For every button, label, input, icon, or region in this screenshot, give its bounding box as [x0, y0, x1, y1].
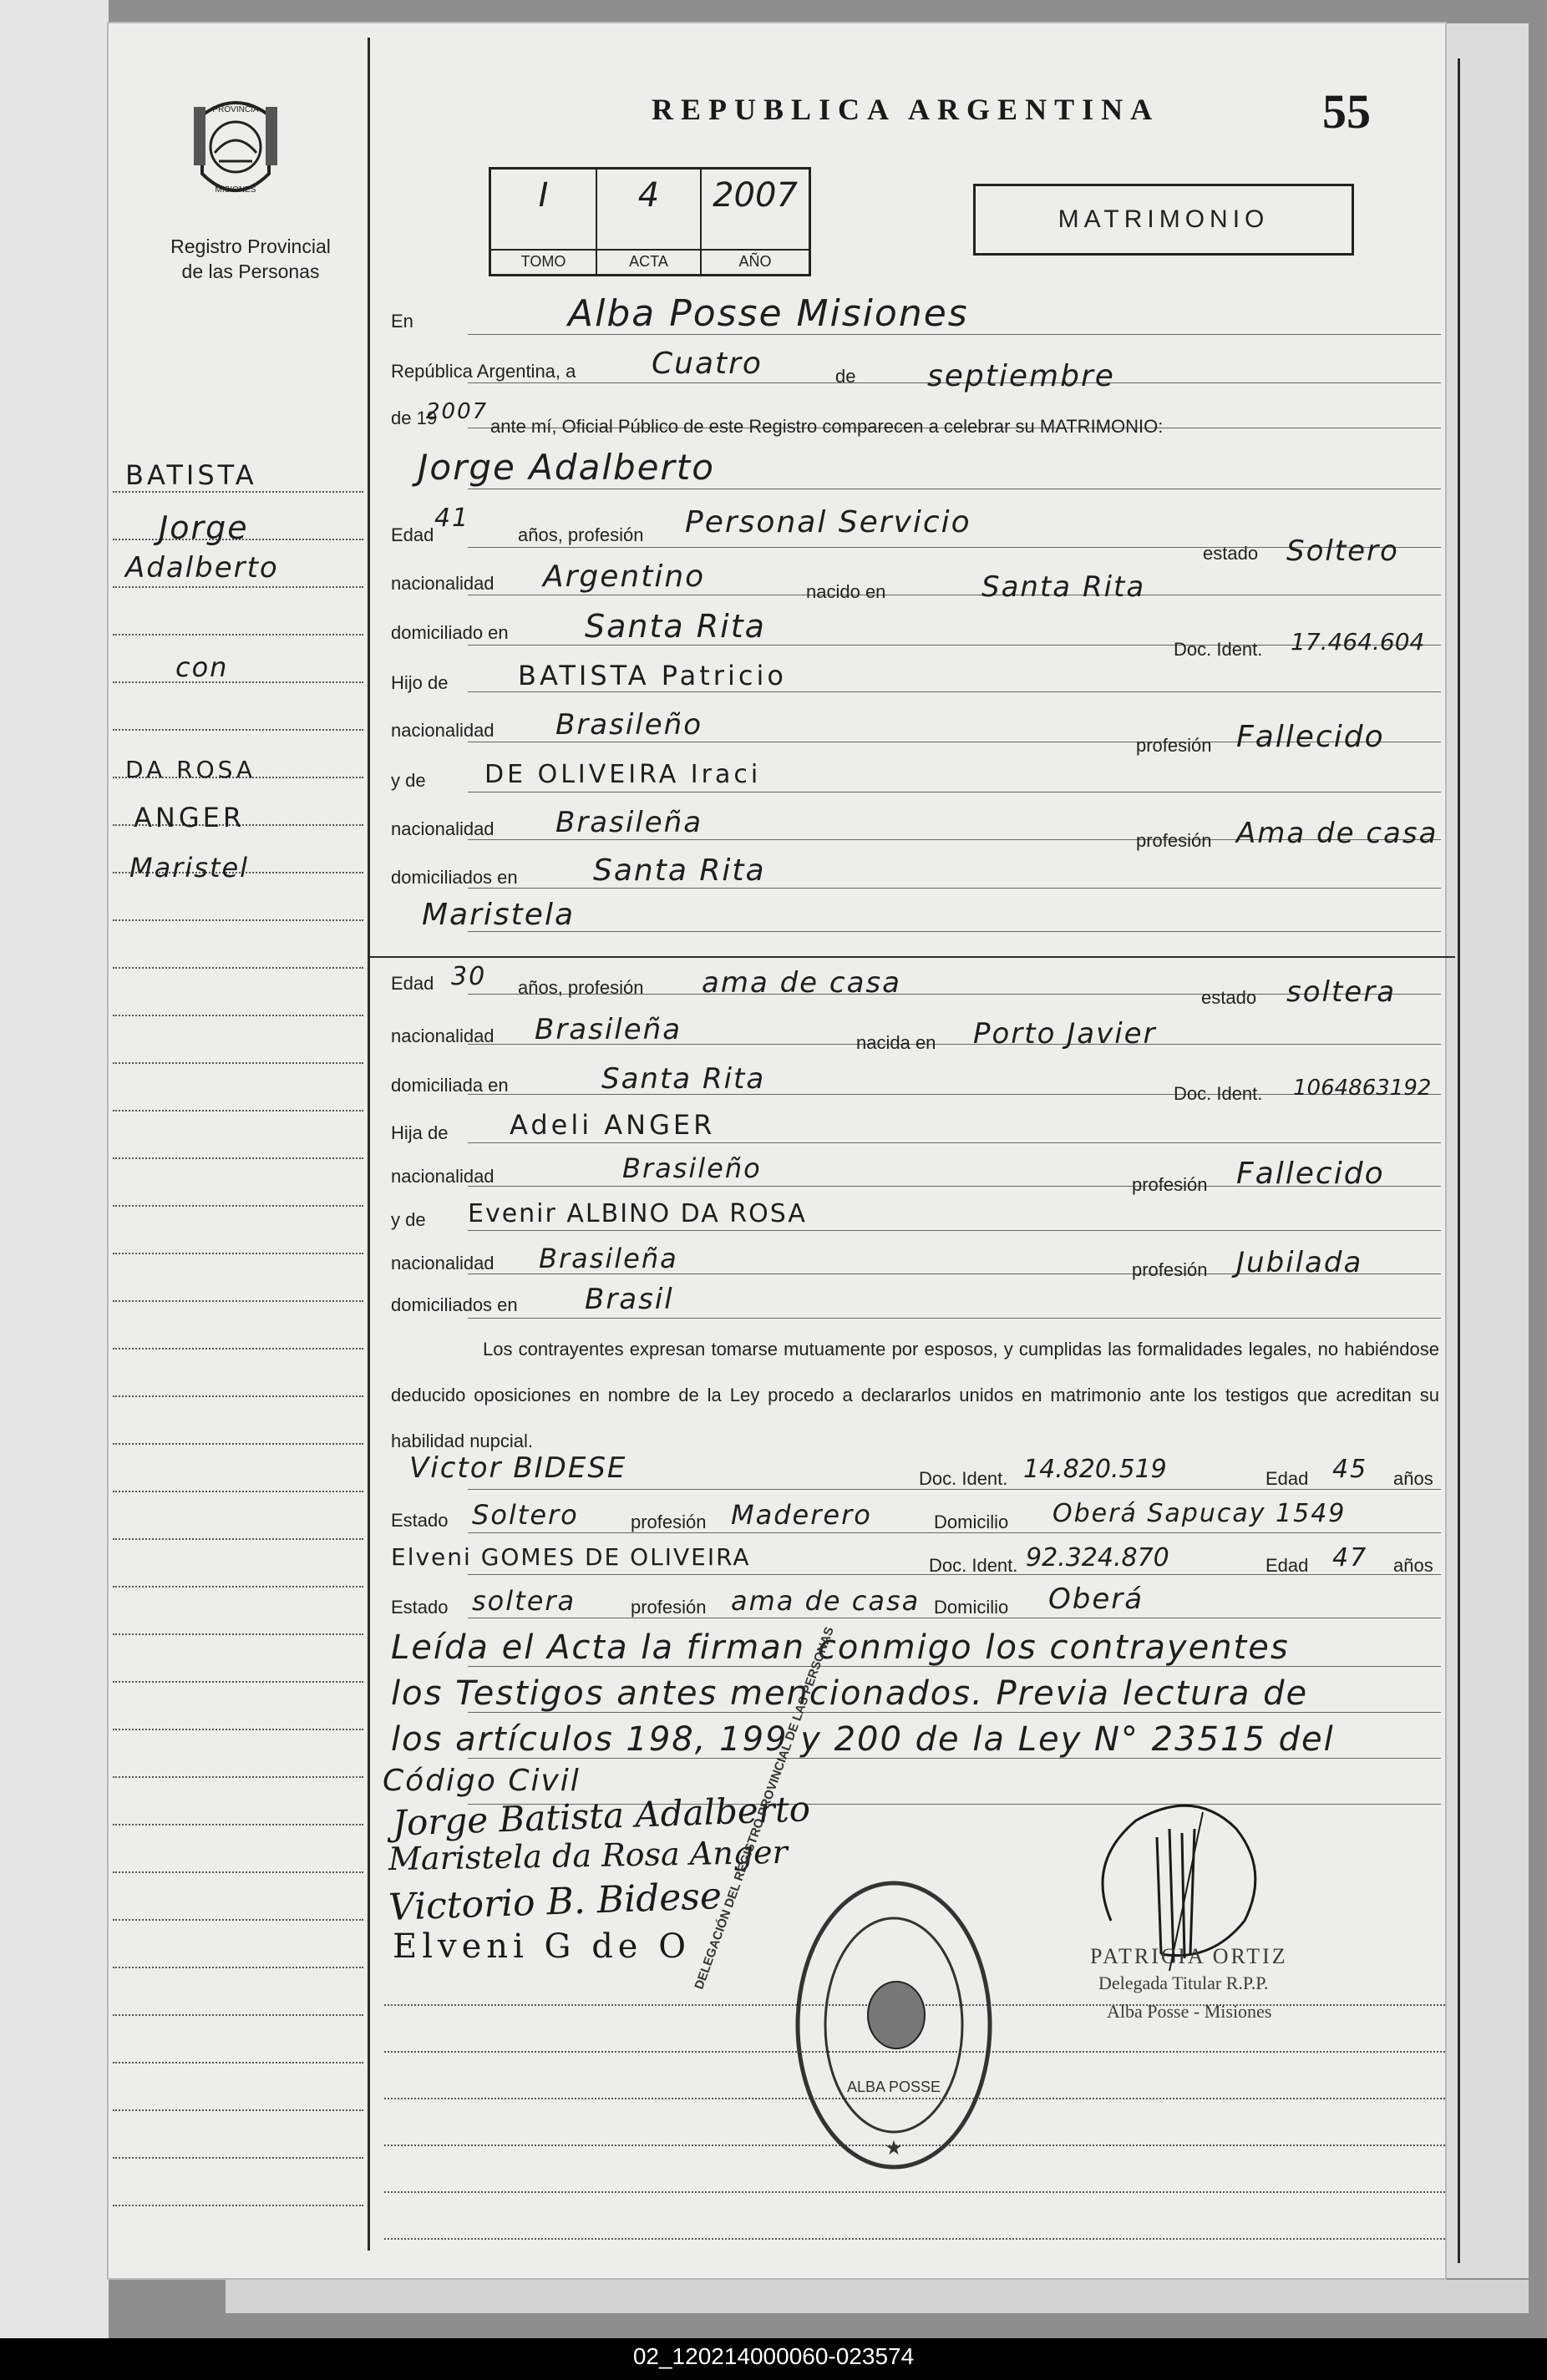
groom-edad-label: Edad: [391, 524, 434, 545]
groom-estado: Soltero: [1286, 534, 1399, 568]
groom-dom-label: domiciliado en: [391, 622, 509, 643]
bride-doms-label: domiciliados en: [391, 1294, 518, 1315]
margin-name-first: Jorge: [159, 509, 249, 546]
margin-dotted-line: [113, 1157, 363, 1159]
margin-dotted-line: [113, 1633, 363, 1635]
groom-prof-label: años, profesión: [518, 524, 644, 545]
bride-domicile: Santa Rita: [601, 1062, 766, 1096]
declaration-text: Los contrayentes expresan tomarse mutuamente por esposos, y cumplidas las formalidades legales, no habiéndose deducido oposiciones en nombre de la Ley procedo a declararlos unidos en matrimonio ante los testigos que acreditan su habilidad nupcial.: [391, 1339, 1439, 1451]
groom-name: Jorge Adalberto: [418, 447, 715, 488]
anio-value: 2007: [713, 176, 798, 215]
groom-nac-label: nacionalidad: [391, 573, 495, 594]
margin-dotted-line: [113, 634, 363, 636]
groom-mother-nat-label: nacionalidad: [391, 818, 495, 839]
margin-dotted-line: [113, 1062, 363, 1064]
groom-domicile: Santa Rita: [585, 608, 766, 645]
acta-label: ACTA: [597, 249, 700, 271]
witness2-domicile: Oberá: [1048, 1582, 1144, 1616]
bride-dom-label: domiciliada en: [391, 1075, 509, 1096]
official-place: Alba Posse - Misiones: [1107, 2001, 1272, 2022]
margin-dotted-line: [113, 1967, 363, 1968]
witness2-name: Elveni GOMES DE OLIVEIRA: [391, 1543, 751, 1571]
bride-edad-label: Edad: [391, 973, 434, 994]
republic-label: República Argentina, a: [391, 361, 576, 382]
margin-con: con: [175, 651, 229, 683]
right-rule: [1458, 58, 1460, 2263]
margin-dotted-line: [113, 1491, 363, 1492]
emblem-top-text: PROVINCIA: [212, 105, 259, 114]
signature-groom: Jorge Batista Adalberto: [392, 1788, 811, 1844]
bride-mother: Evenir ALBINO DA ROSA: [468, 1199, 807, 1228]
tomo-label: TOMO: [491, 249, 596, 271]
body-dotted-line: [384, 2191, 1445, 2193]
margin-bride-first: Maristel: [129, 852, 250, 884]
binding-strip: [0, 0, 109, 2380]
bride-doc: 1064863192: [1293, 1076, 1432, 1101]
bride-estado: soltera: [1286, 975, 1397, 1009]
witness2-estado: soltera: [472, 1585, 576, 1617]
groom-estado-label: estado: [1203, 543, 1259, 564]
country-title: REPUBLICA ARGENTINA: [652, 93, 1160, 126]
margin-dotted-line: [113, 681, 363, 683]
witness1-profession: Maderero: [731, 1499, 872, 1531]
groom-doc-label: Doc. Ident.: [1174, 639, 1263, 660]
page-edge-bottom: [226, 2280, 1529, 2313]
margin-dotted-line: [113, 1015, 363, 1016]
margin-bride-surname: DA ROSA: [125, 756, 256, 783]
witness1-estado-label: Estado: [391, 1510, 449, 1531]
bride-father-nat-label: nacionalidad: [391, 1166, 495, 1187]
bride-age: 30: [451, 962, 487, 991]
bride-nacida-label: nacida en: [856, 1032, 936, 1053]
groom-nacido-label: nacido en: [806, 581, 886, 602]
tomo-value: I: [538, 176, 549, 215]
groom-birthplace: Santa Rita: [981, 570, 1146, 604]
margin-dotted-line: [113, 491, 363, 493]
groom-age: 41: [434, 504, 470, 533]
act-type-box: MATRIMONIO: [973, 184, 1354, 256]
year-prefix: de 19: [391, 408, 438, 428]
witness1-edad-label: Edad: [1265, 1468, 1309, 1489]
emblem-bottom-text: MISIONES: [215, 185, 256, 195]
witness2-doc: 92.324.870: [1026, 1543, 1169, 1572]
official-name: PATRICIA ORTIZ: [1090, 1944, 1288, 1968]
footer-id: 02_120214000060-023574: [632, 2343, 915, 2369]
record-box: [489, 167, 811, 276]
margin-dotted-line: [113, 729, 363, 731]
de-label: de: [835, 366, 856, 387]
margin-name-middle: Adalberto: [125, 551, 279, 585]
witness1-dom-label: Domicilio: [934, 1512, 1009, 1532]
svg-text:★: ★: [885, 2136, 903, 2160]
witness2-profession: ama de casa: [731, 1585, 921, 1617]
seal-ring-text: DELEGACIÓN DEL REGISTRO PROVINCIAL DE LAS PERSONAS: [692, 1625, 837, 1992]
witness1-age: 45: [1332, 1455, 1368, 1484]
bride-father-nat: Brasileño: [622, 1152, 762, 1184]
margin-dotted-line: [113, 2014, 363, 2016]
margin-dotted-line: [113, 2109, 363, 2111]
field-rule: [468, 691, 1441, 692]
acta-value: 4: [637, 176, 660, 215]
margin-dotted-line: [113, 2157, 363, 2159]
margin-dotted-line: [113, 1205, 363, 1207]
groom-doms-label: domiciliados en: [391, 867, 518, 888]
closing-line-2: los Testigos antes mencionados. Previa lectura de: [391, 1674, 1309, 1713]
groom-mother-nat: Brasileña: [555, 806, 703, 839]
groom-doc: 17.464.604: [1291, 628, 1425, 656]
page-number: 55: [1322, 84, 1371, 139]
witness2-edad-label: Edad: [1265, 1555, 1309, 1576]
bride-profession: ama de casa: [702, 966, 901, 1000]
witness2-dom-label: Domicilio: [934, 1597, 1009, 1618]
bride-mother-nat: Brasileña: [539, 1243, 678, 1274]
closing-line-4: Código Civil: [383, 1764, 581, 1798]
groom-mother-prof-label: profesión: [1136, 830, 1212, 851]
witness1-name: Victor BIDESE: [409, 1451, 627, 1485]
en-label: En: [391, 311, 413, 332]
witness2-estado-label: Estado: [391, 1597, 449, 1618]
groom-parents-domicile: Santa Rita: [593, 853, 766, 888]
margin-dotted-line: [113, 919, 363, 921]
groom-father-prof-label: profesión: [1136, 735, 1212, 756]
witness1-domicile: Oberá Sapucay 1549: [1052, 1499, 1347, 1528]
anio-label: AÑO: [702, 249, 809, 271]
bride-doc-label: Doc. Ident.: [1174, 1083, 1263, 1104]
field-rule: [468, 1318, 1441, 1319]
bride-estado-label: estado: [1201, 987, 1257, 1008]
field-rule: [468, 888, 1441, 889]
groom-mother-prof: Ama de casa: [1236, 817, 1438, 850]
groom-nationality: Argentino: [543, 560, 706, 594]
misiones-emblem: [185, 90, 286, 215]
section-divider: [369, 956, 1455, 958]
intro-text: ante mí, Oficial Público de este Registro comparecen a celebrar su MATRIMONIO:: [490, 416, 1164, 437]
groom-yde-label: y de: [391, 770, 426, 791]
signature-witness2: Elveni G de O: [393, 1927, 691, 1966]
bride-father-prof-label: profesión: [1132, 1174, 1208, 1195]
groom-father: BATISTA Patricio: [518, 660, 787, 691]
bride-nac-label: nacionalidad: [391, 1025, 495, 1046]
witness1-prof-label: profesión: [631, 1512, 707, 1532]
witness1-anios-label: años: [1393, 1468, 1433, 1489]
groom-father-prof: Fallecido: [1236, 720, 1385, 754]
margin-dotted-line: [113, 1443, 363, 1445]
acta-cell: [596, 170, 700, 274]
signature-bride: Maristela da Rosa Anger: [388, 1833, 789, 1878]
margin-dotted-line: [113, 1395, 363, 1397]
witness2-anios-label: años: [1393, 1555, 1433, 1576]
margin-dotted-line: [113, 2205, 363, 2206]
margin-dotted-line: [113, 1776, 363, 1778]
margin-dotted-line: [113, 1681, 363, 1683]
signature-witness1: Victorio B. Bidese: [388, 1875, 723, 1929]
field-rule: [468, 1230, 1441, 1231]
margin-name-surname: BATISTA: [125, 459, 257, 491]
groom-father-nat-label: nacionalidad: [391, 720, 495, 741]
margin-dotted-line: [113, 1253, 363, 1254]
field-rule: [468, 931, 1441, 932]
bride-name: Maristela: [422, 898, 576, 932]
margin-dotted-line: [113, 1538, 363, 1540]
margin-rule: [368, 38, 370, 2251]
bride-mother-prof: Jubilada: [1236, 1246, 1363, 1279]
margin-dotted-line: [113, 1300, 363, 1302]
margin-dotted-line: [113, 967, 363, 969]
anio-cell: [700, 170, 809, 274]
groom-profession: Personal Servicio: [685, 505, 971, 539]
witness1-doc-label: Doc. Ident.: [919, 1468, 1008, 1489]
bride-yde-label: y de: [391, 1209, 426, 1230]
bride-mother-nat-label: nacionalidad: [391, 1253, 495, 1274]
official-title: Delegada Titular R.P.P.: [1098, 1972, 1269, 1993]
body-dotted-line: [384, 2238, 1445, 2240]
groom-mother: DE OLIVEIRA Iraci: [484, 760, 762, 789]
margin-dotted-line: [113, 586, 363, 588]
registry-name: Registro Provincial de las Personas: [170, 235, 331, 282]
margin-dotted-line: [113, 1110, 363, 1112]
tomo-cell: [491, 170, 596, 274]
witness1-estado: Soltero: [472, 1499, 579, 1531]
witness1-doc: 14.820.519: [1023, 1455, 1167, 1484]
margin-dotted-line: [113, 1348, 363, 1350]
witness2-age: 47: [1332, 1543, 1368, 1572]
margin-dotted-line: [113, 1871, 363, 1873]
field-rule: [468, 1142, 1441, 1143]
day-value: Cuatro: [652, 347, 763, 381]
closing-line-1: Leída el Acta la firman conmigo los contrayentes: [391, 1628, 1290, 1667]
registry-seal: [692, 1625, 998, 2184]
bride-prof-label: años, profesión: [518, 977, 644, 998]
witness2-doc-label: Doc. Ident.: [929, 1555, 1018, 1576]
month-value: septiembre: [927, 359, 1115, 393]
bride-father-prof: Fallecido: [1236, 1157, 1385, 1191]
margin-dotted-line: [113, 1586, 363, 1588]
groom-father-nat: Brasileño: [555, 708, 703, 742]
margin-dotted-line: [113, 1729, 363, 1730]
margin-dotted-line: [113, 2062, 363, 2064]
seal-center-text: ALBA POSSE: [846, 2079, 941, 2095]
year-value: 2007: [426, 399, 489, 424]
margin-dotted-line: [113, 1824, 363, 1826]
bride-mother-prof-label: profesión: [1132, 1259, 1208, 1280]
place-value: Alba Posse Misiones: [568, 292, 969, 335]
groom-hijo-label: Hijo de: [391, 672, 449, 693]
margin-bride-surname2: ANGER: [134, 802, 246, 833]
bride-birthplace: Porto Javier: [973, 1017, 1157, 1051]
bride-parents-domicile: Brasil: [585, 1283, 674, 1316]
witness2-prof-label: profesión: [631, 1597, 707, 1618]
closing-line-3: los artículos 198, 199 y 200 de la Ley N° 23515 del: [391, 1720, 1335, 1759]
margin-dotted-line: [113, 1919, 363, 1921]
bride-nationality: Brasileña: [535, 1013, 682, 1046]
bride-father: Adeli ANGER: [510, 1109, 716, 1141]
bride-hija-label: Hija de: [391, 1122, 449, 1143]
